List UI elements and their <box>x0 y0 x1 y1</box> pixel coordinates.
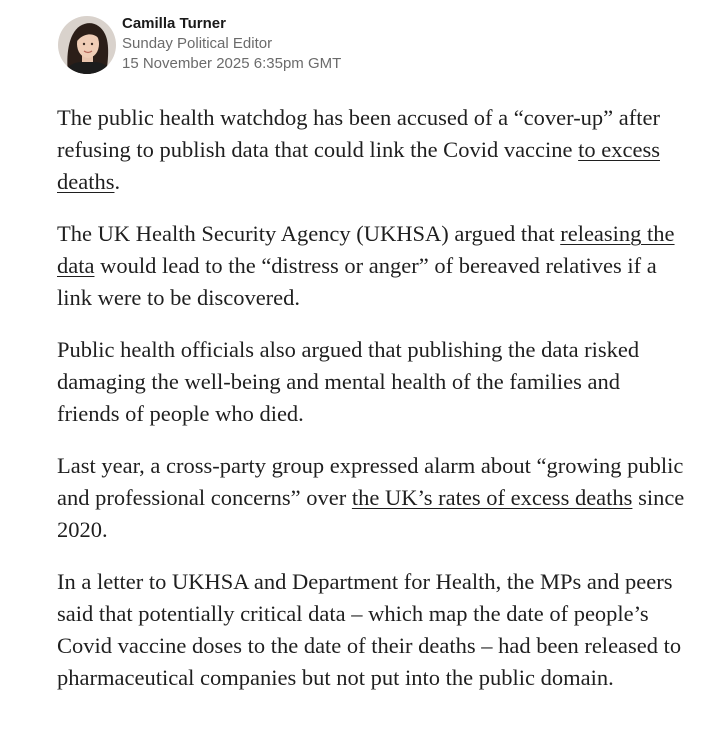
author-role: Sunday Political Editor <box>122 35 273 52</box>
article-body <box>57 102 687 714</box>
paragraph-4-text-start: Last year, a cross-party group expressed alarm about “growing public and professional concerns” over <box>57 453 684 510</box>
paragraph-2 <box>57 218 687 314</box>
paragraph-2-text-end: would lead to the “distress or anger” of bereaved relatives if a link were to be discovered. <box>57 253 657 310</box>
paragraph-2-text-start: The UK Health Security Agency (UKHSA) argued that <box>57 221 561 246</box>
article-byline <box>58 14 341 76</box>
link-excess-deaths[interactable]: to excess deaths <box>57 137 660 194</box>
paragraph-3: Public health officials also argued that publishing the data risked damaging the well-being and mental health of the families and friends of people who died. <box>57 337 640 426</box>
link-releasing-data[interactable]: releasing the data <box>57 221 675 278</box>
byline-text <box>122 14 341 74</box>
paragraph-4 <box>57 450 687 546</box>
paragraph-5: In a letter to UKHSA and Department for Health, the MPs and peers said that potentially critical data – which map the date of people’s Covid vaccine doses to the date of their deaths – had been released to pharmaceutical companies but not put into the public domain. <box>57 569 682 690</box>
paragraph-1-text-end: . <box>114 169 121 194</box>
paragraph-1-text-start: The public health watchdog has been accused of a “cover-up” after refusing to publish data that could link the Covid vaccine <box>57 105 661 162</box>
author-avatar[interactable] <box>58 16 116 74</box>
paragraph-1 <box>57 102 687 198</box>
author-name[interactable]: Camilla Turner <box>122 15 226 32</box>
author-photo-icon <box>58 16 116 74</box>
paragraph-4-text-end: since 2020. <box>57 485 685 542</box>
link-uk-excess-deaths[interactable]: the UK’s rates of excess deaths <box>351 485 633 510</box>
publish-timestamp: 15 November 2025 6:35pm GMT <box>122 55 342 72</box>
